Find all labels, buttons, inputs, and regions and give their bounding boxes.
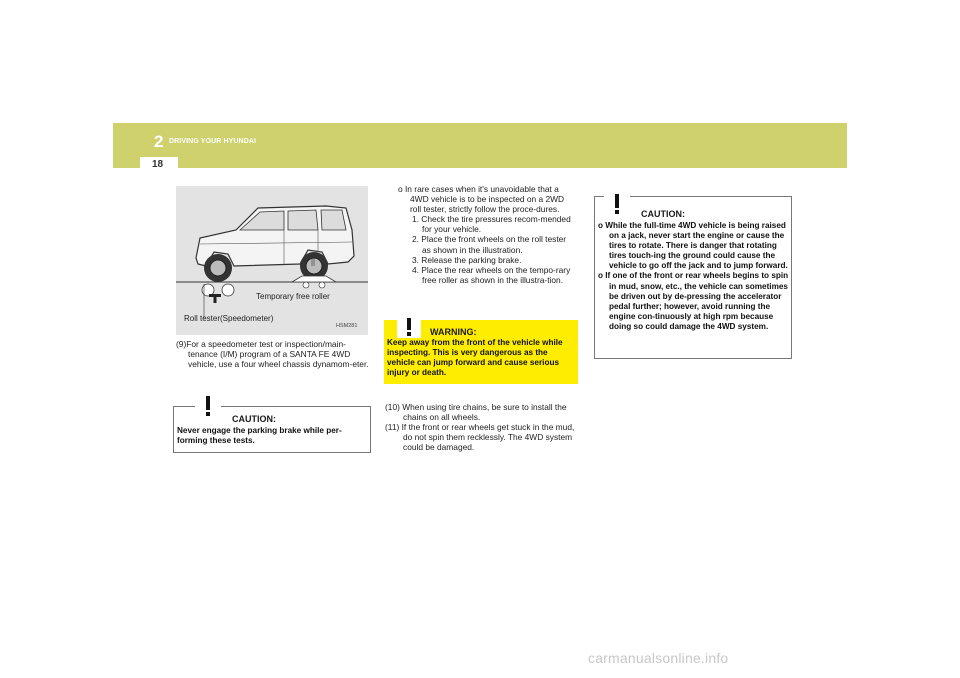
caution-text: Never engage the parking brake while per-forming these tests. — [177, 426, 342, 446]
caution-4wd-list — [598, 221, 789, 332]
rare-cases-section — [398, 184, 576, 285]
caution-item-mud: o If one of the front or rear wheels begins to spin in mud, snow, etc., the vehicle can sometimes be driven out by de-pressing the accelerator pedal further; however, avoid running the engine con-tinuously at high rpm because doing so could damage the 4WD system. — [598, 271, 789, 331]
chapter-number: 2 — [154, 132, 164, 151]
caution-title-4wd: CAUTION: — [641, 209, 685, 219]
footer-watermark: carmanualsonline.info — [588, 650, 729, 666]
warning-text: Keep away from the front of the vehicle while inspecting. This is very dangerous as the vehicle can jump forward and cause serious injury or death. — [387, 338, 563, 378]
paragraph-9-text: (9)For a speedometer test or inspection/main-tenance (I/M) program of a SANTA FE 4WD vehicle, use a four wheel chassis dynamom-eter. — [176, 339, 369, 370]
label-roll-tester: Roll tester(Speedometer) — [184, 314, 274, 323]
caution-box-parking-brake — [173, 406, 371, 453]
paragraph-11: (11) If the front or rear wheels get stuck in the mud, do not spin them recklessly. The 4WD system could be damaged. — [385, 422, 575, 453]
caution-item-jack: o While the full-time 4WD vehicle is being raised on a jack, never start the engine or cause the tires to rotate. There is danger that rotating tires touch-ing the ground could cause the vehicle to go off the jack and to jump forward. — [598, 221, 788, 271]
paragraph-9 — [176, 339, 372, 369]
exclamation-triangle-icon — [397, 316, 421, 338]
roll-tester-illustration — [176, 186, 368, 335]
suv-on-roller-drawing — [176, 186, 368, 335]
exclamation-triangle-icon — [604, 192, 630, 216]
label-temporary-roller: Temporary free roller — [256, 292, 330, 301]
caution-box-4wd — [594, 196, 792, 359]
page-number: 18 — [152, 159, 164, 170]
step-3: 3. Release the parking brake. — [412, 254, 522, 265]
caution-title: CAUTION: — [232, 414, 276, 424]
exclamation-triangle-icon — [195, 394, 221, 418]
step-2: 2. Place the front wheels on the roll tester as shown in the illustration. — [412, 234, 567, 255]
header-band — [113, 123, 847, 168]
rare-cases-intro: o In rare cases when it's unavoidable that a 4WD vehicle is to be inspected on a 2WD roll tester, strictly follow the proce-dures. — [398, 184, 565, 215]
step-1: 1. Check the tire pressures recom-mended for your vehicle. — [412, 214, 571, 235]
illustration-code: HSM281 — [336, 323, 358, 329]
paragraph-10: (10) When using tire chains, be sure to install the chains on all wheels. — [385, 402, 567, 423]
chapter-title: DRIVING YOUR HYUNDAI — [169, 138, 257, 145]
warning-title: WARNING: — [430, 327, 477, 337]
paragraphs-10-11 — [385, 402, 577, 452]
warning-box — [384, 320, 578, 384]
step-4: 4. Place the rear wheels on the tempo-rary free roller as shown in the illustra-tion. — [412, 264, 571, 285]
